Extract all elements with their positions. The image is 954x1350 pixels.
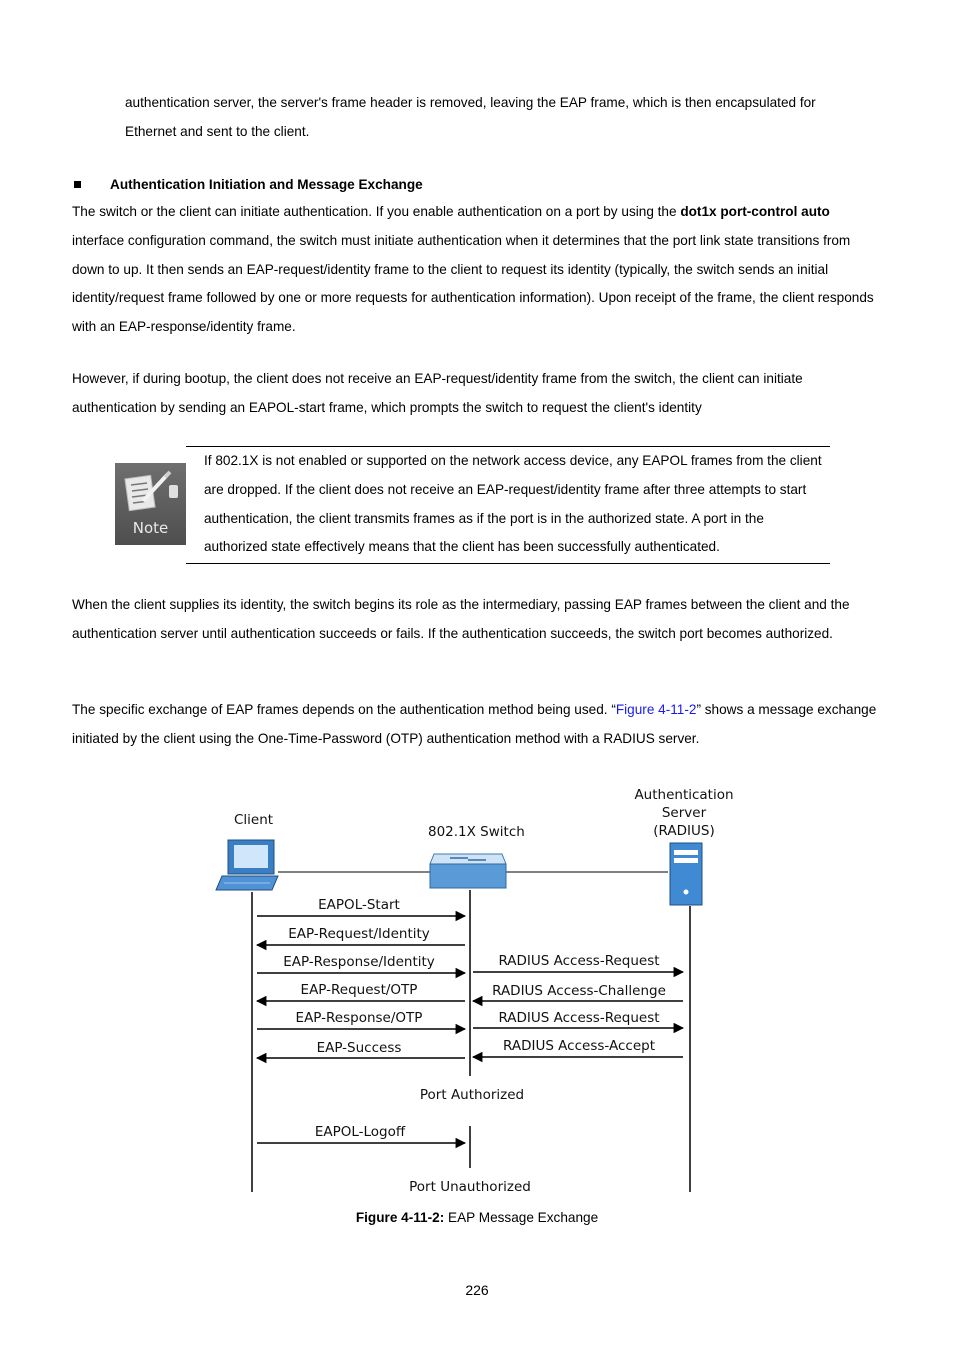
message-label: RADIUS Access-Request bbox=[498, 953, 660, 969]
paragraph-text: The switch or the client can initiate authentication. If you enable authentication on a port by using the bbox=[72, 204, 681, 219]
message-label: EAPOL-Start bbox=[318, 897, 400, 913]
message-label: EAPOL-Logoff bbox=[314, 1124, 406, 1140]
port-authorized-label: Port Authorized bbox=[419, 1087, 525, 1103]
section-heading bbox=[72, 171, 423, 197]
message-label: EAP-Response/OTP bbox=[295, 1010, 423, 1026]
message-arrow-left-2 bbox=[257, 926, 465, 945]
message-label: EAP-Response/Identity bbox=[283, 954, 435, 970]
paragraph-initiation bbox=[72, 198, 884, 342]
paragraph-text: The specific exchange of EAP frames depends on the authentication method being used. “ bbox=[72, 702, 616, 717]
message-arrow-left-5 bbox=[257, 1010, 465, 1029]
message-label: RADIUS Access-Accept bbox=[503, 1038, 655, 1054]
intro-paragraph bbox=[125, 89, 882, 147]
message-arrow-right-4 bbox=[473, 1038, 683, 1057]
message-label: RADIUS Access-Request bbox=[498, 1010, 660, 1026]
paragraph-identity: When the client supplies its identity, the switch begins its role as the intermediary, passing EAP frames between the client and the authentication server until authentication succeeds or fails. If the authentication succeeds, the switch port becomes authorized. bbox=[72, 597, 850, 641]
paragraph-text: interface configuration command, the switch must initiate authentication when it determines that the port link state transitions from down to up. It then sends an EAP-request/identity frame to the client to request its identity (typically, the switch sends an initial identity/request frame followed by one or more requests for authentication information). Upon receipt of the frame, the client responds with an EAP-response/identity frame. bbox=[72, 232, 874, 335]
paragraph-bootup: However, if during bootup, the client does not receive an EAP-request/identity frame from the switch, the client can initiate authentication by sending an EAPOL-start frame, which prompts the switch to request the client's identity bbox=[72, 371, 803, 415]
note-text: If 802.1X is not enabled or supported on the network access device, any EAPOL frames from the client are dropped. If the client does not receive an EAP-request/identity frame after three attempts to start authentication, the client transmits frames as if the port is in the authorized state. A port in the authorized state effectively means that the client has been successfully authenticated. bbox=[204, 453, 822, 555]
note-box bbox=[186, 446, 830, 564]
logoff-arrow bbox=[257, 1124, 465, 1143]
server-label-line-3: (RADIUS) bbox=[653, 823, 715, 839]
section-heading-text: Authentication Initiation and Message Exchange bbox=[110, 176, 423, 192]
caption-label: Figure 4-11-2: bbox=[355, 1210, 445, 1225]
message-arrow-left-4 bbox=[257, 982, 465, 1001]
caption-text: EAP Message Exchange bbox=[444, 1210, 599, 1225]
server-icon bbox=[670, 843, 702, 905]
eap-message-diagram bbox=[200, 780, 760, 1200]
note-icon-label: Note bbox=[132, 519, 169, 537]
message-arrow-left-6 bbox=[257, 1040, 465, 1058]
server-label-line-2: Server bbox=[661, 805, 707, 821]
message-label: EAP-Request/Identity bbox=[288, 926, 430, 942]
page-number: 226 bbox=[465, 1282, 489, 1298]
note-icon bbox=[115, 463, 186, 545]
message-arrow-left-1 bbox=[257, 897, 465, 916]
paragraph-text: ” shows a message exchange initiated by the client using the One-Time-Password (OTP) authentication method with a RADIUS server. bbox=[72, 702, 877, 746]
paragraph-exchange bbox=[72, 696, 884, 754]
switch-icon bbox=[430, 854, 506, 888]
message-arrow-right-1 bbox=[473, 953, 683, 972]
server-label-line-1: Authentication bbox=[634, 787, 734, 803]
square-bullet-icon bbox=[74, 181, 81, 188]
message-label: EAP-Success bbox=[316, 1040, 402, 1056]
figure-caption bbox=[0, 1210, 954, 1225]
intro-line-2: Ethernet and sent to the client. bbox=[125, 123, 310, 139]
message-arrow-right-3 bbox=[473, 1010, 683, 1028]
intro-line-1: authentication server, the server's frame header is removed, leaving the EAP frame, which is then encapsulated for bbox=[125, 95, 816, 110]
message-arrow-right-2 bbox=[473, 983, 683, 1001]
switch-label: 802.1X Switch bbox=[428, 824, 525, 840]
client-label: Client bbox=[234, 812, 274, 828]
port-unauthorized-label: Port Unauthorized bbox=[409, 1179, 531, 1195]
message-arrow-left-3 bbox=[257, 954, 465, 973]
message-label: RADIUS Access-Challenge bbox=[492, 983, 666, 999]
client-computer-icon bbox=[216, 840, 278, 890]
command-keyword: dot1x port-control auto bbox=[680, 204, 830, 219]
message-label: EAP-Request/OTP bbox=[300, 982, 418, 998]
figure-link[interactable]: Figure 4-11-2 bbox=[615, 702, 697, 717]
